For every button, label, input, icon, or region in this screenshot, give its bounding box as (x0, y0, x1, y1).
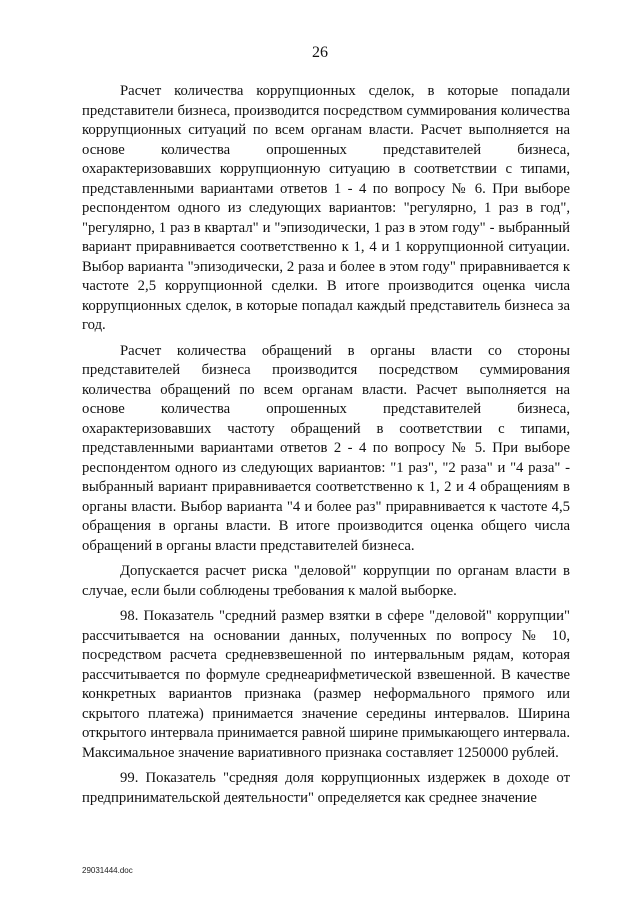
paragraph-item-99: 99. Показатель "средняя доля коррупционных издержек в доходе от предпринимательской деятельности" определяется как среднее значение (82, 770, 570, 806)
paragraph-corrupt-deals-calculation: Расчет количества коррупционных сделок, в которые попадали представители бизнеса, производится посредством суммирования количества коррупционных ситуаций по всем органам власти. Расчет выполняется на основе количества опрошенных представителей бизнеса, охарактеризовавших коррупционную ситуацию в соответствии с типами, представленными вариантами ответов 1 - 4 по вопросу № 6. При выборе респондентом одного из следующих вариантов: "регулярно, 1 раз в год", "регулярно, 1 раз в квартал" и "эпизодически, 1 раз в этом году" - выбранный вариант приравнивается соответственно к 1, 4 и 1 коррупционной ситуации. Выбор варианта "эпизодически, 2 раза и более в этом году" приравнивается к частоте 2,5 коррупционной сделки. В итоге производится оценка числа коррупционных сделок, в которые попадал каждый представитель бизнеса за год. (82, 83, 570, 333)
paragraph-risk-calculation: Допускается расчет риска "деловой" коррупции по органам власти в случае, если были соблюдены требования к малой выборке. (82, 563, 570, 599)
footer-file-name: 29031444.doc (82, 866, 133, 875)
document-body (82, 82, 570, 814)
paragraph-item-98: 98. Показатель "средний размер взятки в сфере "деловой" коррупции" рассчитывается на основании данных, полученных по вопросу № 10, посредством расчета средневзвешенной по интервальным рядам, которая рассчитывается по формуле среднеарифметической взвешенной. В качестве конкретных вариантов признака (размер неформального прямого или скрытого платежа) принимается значение середины интервалов. Ширина открытого интервала принимается равной ширине примыкающего интервала. Максимальное значение вариативного признака составляет 1250000 рублей. (82, 608, 570, 761)
page-number: 26 (312, 44, 328, 61)
paragraph-appeals-calculation: Расчет количества обращений в органы власти со стороны представителей бизнеса производится посредством суммирования количества обращений по всем органам власти. Расчет выполняется на основе количества опрошенных представителей бизнеса, охарактеризовавших частоту обращений в соответствии с типами, представленными вариантами ответов 2 - 4 по вопросу № 5. При выборе респондентом одного из следующих вариантов: "1 раз", "2 раза" и "4 раза" - выбранный вариант приравнивается соответственно к 1, 2 и 4 обращениям в органы власти. Выбор варианта "4 и более раз" приравнивается к частоте 4,5 обращения в органы власти. В итоге производится оценка общего числа обращений в органы власти представителей бизнеса. (82, 342, 570, 554)
